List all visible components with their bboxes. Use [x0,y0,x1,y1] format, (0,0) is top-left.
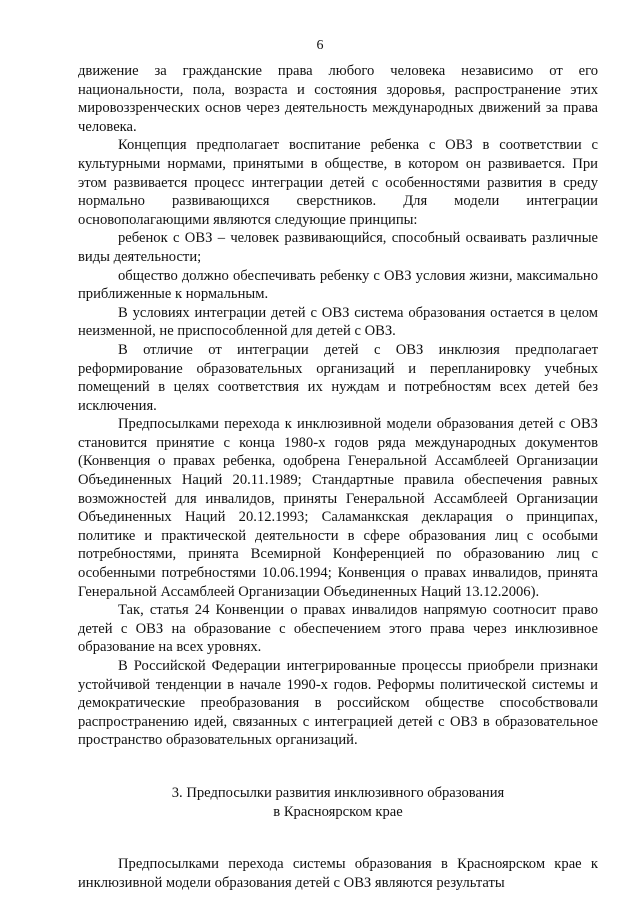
paragraph-1: движение за гражданские права любого человека независимо от его национальности, пола, возраста и состояния здоровья, распространение этих мировоззренческих основ через деятельность международных движений за права человека. [78,63,598,135]
paragraph-3: ребенок с ОВЗ – человек развивающийся, способный осваивать различные виды деятельности; [78,230,598,265]
section-heading [78,784,598,821]
section-heading-line-1: 3. Предпосылки развития инклюзивного образования [171,784,505,801]
section-heading-line-2: в Красноярском крае [273,803,403,820]
paragraph-4: общество должно обеспечивать ребенку с ОВЗ условия жизни, максимально приближенные к нормальным. [78,267,598,303]
document-body [78,62,598,892]
paragraph-final: Предпосылками перехода системы образования в Красноярском крае к инклюзивной модели образования детей с ОВЗ являются результаты [78,856,598,891]
page-number: 6 [316,38,324,53]
paragraph-7: Предпосылками перехода к инклюзивной модели образования детей с ОВЗ становится принятие с конца 1980-х годов ряда международных документов (Конвенция о правах ребенка, одобрена Генеральной Ассамблеей Организации Объединенных Наций 20.11.1989; Стандартные правила обеспечения равных возможностей для инвалидов, приняты Генеральной Ассамблеей Организации Объединенных Наций 20.12.1993; Саламанкская декларация о принципах, политике и практической деятельности в сфере образования лиц с особыми потребностями, принята Всемирной Конференцией по образованию лиц с особенными потребностями 10.06.1994; Конвенция о правах инвалидов, принята Генеральной Ассамблеей Организации Объединенных Наций 13.12.2006). [78,416,598,600]
paragraph-2: Концепция предполагает воспитание ребенка с ОВЗ в соответствии с культурными нормами, принятыми в обществе, в котором он развивается. При этом развивается процесс интеграции детей с особенностями развития в среду нормально развивающихся сверстников. Для модели интеграции основополагающими являются следующие принципы: [78,137,598,228]
paragraph-6: В отличие от интеграции детей с ОВЗ инклюзия предполагает реформирование образовательных организаций и перепланировку учебных помещений в целях соответствия их нуждам и потребностям всех детей без исключения. [78,341,598,414]
paragraph-9: В Российской Федерации интегрированные процессы приобрели признаки устойчивой тенденции в начале 1990-х годов. Реформы политической системы и демократические преобразования в российском обществе способствовали распространению идей, связанных с интеграцией детей с ОВЗ в образовательное пространство образовательных организаций. [78,658,598,749]
paragraph-5: В условиях интеграции детей с ОВЗ система образования остается в целом неизменной, не приспособленной для детей с ОВЗ. [78,304,598,340]
paragraph-8: Так, статья 24 Конвенции о правах инвалидов напрямую соотносит право детей с ОВЗ на образование с обеспечением этого права через инклюзивное образование на всех уровнях. [78,602,598,656]
